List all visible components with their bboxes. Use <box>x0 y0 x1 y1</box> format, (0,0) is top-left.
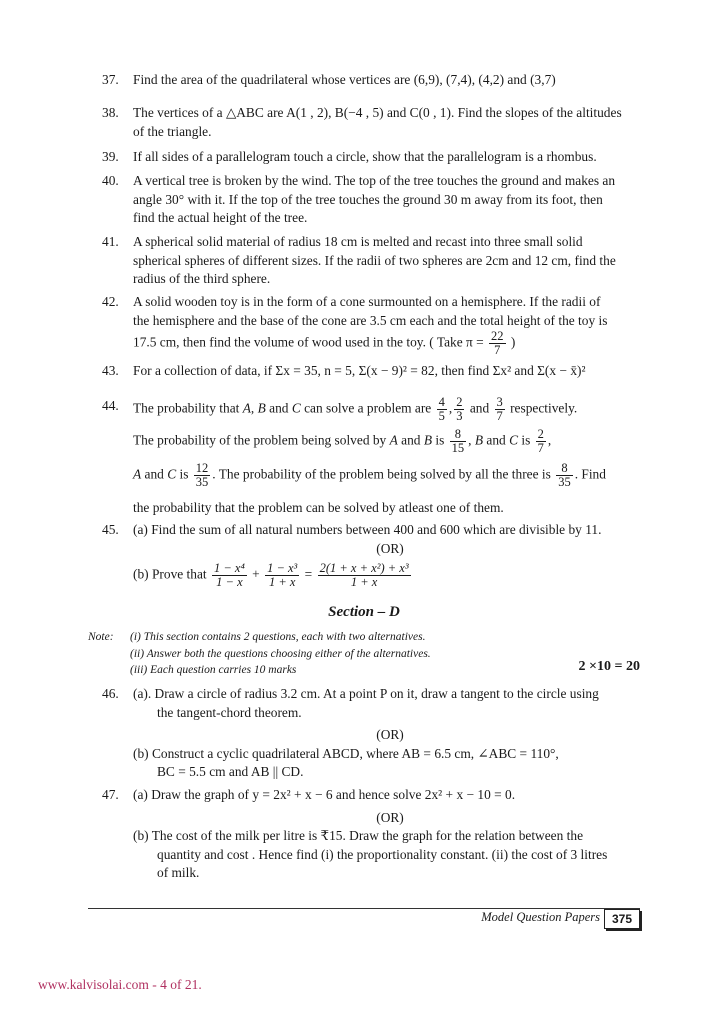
text-part: and <box>397 432 424 448</box>
fraction-numerator: 8 <box>450 428 467 442</box>
text-part: (b) Prove that <box>133 566 210 582</box>
question-text-line <box>133 428 647 460</box>
section-marks: 2 ×10 = 20 <box>578 659 640 674</box>
question-42 <box>102 293 647 357</box>
option-b-line: quantity and cost . Hence find (i) the proportionality constant. (ii) the cost of 3 litres <box>157 846 608 862</box>
question-number: 40. <box>102 173 119 188</box>
text-part: is <box>432 432 448 448</box>
fraction-numerator: 22 <box>491 329 504 343</box>
fraction <box>454 396 464 423</box>
fraction-numerator: 8 <box>556 462 573 476</box>
text-part: is <box>176 466 192 482</box>
option-a-line: (a). Draw a circle of radius 3.2 cm. At a point P on it, draw a tangent to the circle using <box>133 686 599 701</box>
note-label: Note: <box>88 631 114 643</box>
footer-divider <box>88 908 640 909</box>
question-number: 47. <box>102 787 119 802</box>
question-text-line: A vertical tree is broken by the wind. The top of the tree touches the ground and makes an <box>133 173 616 188</box>
or-separator: (OR) <box>376 809 404 825</box>
page-number: 375 <box>604 909 640 929</box>
text-part: can solve a problem are <box>300 400 435 416</box>
text-part: A <box>389 432 398 448</box>
question-41 <box>102 233 647 289</box>
question-text-line: angle 30° with it. If the top of the tree touches the ground 30 m away from its foot, then <box>133 191 603 207</box>
question-38 <box>102 104 647 141</box>
fraction-denominator: 5 <box>438 409 445 423</box>
option-b-line: of milk. <box>157 865 200 880</box>
option-b <box>133 562 647 589</box>
text-part: respectively. <box>506 400 578 416</box>
question-46 <box>102 685 647 782</box>
fraction-numerator: 3 <box>496 395 503 409</box>
text-part: , <box>547 432 552 448</box>
text-part: C <box>509 432 519 448</box>
text-part: The probability that <box>133 400 243 416</box>
question-text: For a collection of data, if Σx = 35, n = 5, Σ(x − 9)² = 82, then find Σx² and Σ(x − x̄)² <box>133 363 586 378</box>
text-part: The probability of the problem being solved by <box>133 432 390 448</box>
fraction-denominator: 7 <box>496 409 503 423</box>
text-part: = <box>301 566 316 582</box>
text-part: B <box>474 432 484 448</box>
option-a-line: the tangent-chord theorem. <box>157 704 302 720</box>
question-text-line: spherical spheres of different sizes. If the radii of two spheres are 2cm and 12 cm, find the <box>133 252 616 268</box>
fraction-numerator: 1 − x⁴ <box>213 561 245 575</box>
question-44 <box>102 396 647 518</box>
text-part: A <box>242 400 251 416</box>
fraction <box>450 428 467 455</box>
text-part: and <box>483 432 510 448</box>
note-item: (iii) Each question carries 10 marks <box>130 664 297 676</box>
option-b-line: BC = 5.5 cm and AB || CD. <box>157 764 304 779</box>
question-text-line: The probability that A, B and C can solve a problem are $\frac{4}{5}$ , $\frac{2}{3}$ and $\frac{3}{7}$ respectively. <box>133 395 578 423</box>
question-text-line: A spherical solid material of radius 18 cm is melted and recast into three small solid <box>133 234 583 249</box>
question-text-line: find the actual height of the tree. <box>133 210 308 225</box>
question-text-line: the probability that the problem can be solved by atleast one of them. <box>133 500 504 515</box>
text-part: , <box>250 400 258 416</box>
question-47 <box>102 786 647 883</box>
fraction-denominator: 35 <box>195 475 209 489</box>
fraction-denominator: 1 − x <box>216 575 243 589</box>
question-number: 39. <box>102 149 119 164</box>
fraction-numerator: 2(1 + x + x²) + x³ <box>319 561 409 575</box>
section-title: Section – D <box>328 604 400 620</box>
option-a: (a) Find the sum of all natural numbers between 400 and 600 which are divisible by 11. <box>133 522 602 537</box>
source-url[interactable]: www.kalvisolai.com - 4 of 21. <box>38 977 202 992</box>
fraction-denominator: 1 + x <box>268 575 296 589</box>
question-text: Find the area of the quadrilateral whose vertices are (6,9), (7,4), (4,2) and (3,7) <box>133 72 556 87</box>
or-separator: (OR) <box>376 727 404 742</box>
fraction-numerator: 1 − x³ <box>267 561 298 575</box>
question-40 <box>102 172 647 228</box>
note-item: (i) This section contains 2 questions, each with two alternatives. <box>130 631 426 643</box>
option-b-line: (b) The cost of the milk per litre is ₹15. Draw the graph for the relation between the <box>133 828 584 843</box>
option-b-line: (b) Construct a cyclic quadrilateral ABCD, where AB = 6.5 cm, ∠ABC = 110°, <box>133 745 559 761</box>
text-part: and <box>141 466 168 482</box>
fraction <box>556 462 573 489</box>
text-part: + <box>248 566 264 582</box>
text-part: B <box>257 400 266 416</box>
note-item: (ii) Answer both the questions choosing either of the alternatives. <box>130 647 431 660</box>
fraction <box>495 396 505 423</box>
question-text-part: 17.5 cm, then find the volume of wood used in the toy. ( Take π = <box>133 334 488 350</box>
question-text-line: A solid wooden toy is in the form of a cone surmounted on a hemisphere. If the radii of <box>133 294 601 309</box>
fraction-denominator: 35 <box>558 475 571 489</box>
fraction-numerator: 2 <box>537 427 544 441</box>
footer-title: Model Question Papers <box>481 910 600 924</box>
question-number: 46. <box>102 686 119 701</box>
fraction <box>489 330 506 357</box>
fraction-denominator: 7 <box>537 441 544 455</box>
question-text: If all sides of a parallelogram touch a circle, show that the parallelogram is a rhombus. <box>133 149 597 164</box>
text-part: A <box>133 466 142 482</box>
text-part: and <box>265 400 292 416</box>
text-part: C <box>291 400 301 416</box>
text-part: C <box>167 466 177 482</box>
fraction-denominator: 3 <box>456 409 463 423</box>
or-separator: (OR) <box>376 540 404 556</box>
text-part: , <box>468 432 475 448</box>
question-number: 44. <box>102 398 119 413</box>
question-43 <box>102 362 647 381</box>
question-number: 37. <box>102 72 119 87</box>
question-text-line <box>133 462 647 494</box>
question-text-line: radius of the third sphere. <box>133 271 271 286</box>
question-number: 45. <box>102 522 119 537</box>
question-number: 38. <box>102 105 119 120</box>
question-number: 42. <box>102 294 119 309</box>
fraction <box>536 428 546 455</box>
question-45 <box>102 521 647 589</box>
fraction-denominator: 1 + x <box>350 575 378 589</box>
question-text-part: ) <box>507 334 516 350</box>
question-number: 43. <box>102 363 119 378</box>
question-text-line: The vertices of a △ABC are A(1 , 2), B(−4 , 5) and C(0 , 1). Find the slopes of the altitudes <box>133 105 622 120</box>
question-text-line: the hemisphere and the base of the cone are 3.5 cm each and the total height of the toy is <box>133 312 608 328</box>
text-part: B <box>423 432 433 448</box>
fraction-numerator: 2 <box>456 395 463 409</box>
question-text-line <box>133 330 647 357</box>
question-37 <box>102 71 647 90</box>
fraction-numerator: 4 <box>438 395 445 409</box>
question-39 <box>102 148 647 167</box>
option-a: (a) Draw the graph of y = 2x² + x − 6 and hence solve 2x² + x − 10 = 0. <box>133 787 516 802</box>
text-part: and <box>466 400 493 416</box>
question-text-line: of the triangle. <box>133 123 212 139</box>
question-number: 41. <box>102 234 119 249</box>
fraction-numerator: 12 <box>195 461 209 475</box>
fraction <box>265 562 299 589</box>
text-part: . The probability of the problem being solved by all the three is <box>212 466 555 482</box>
fraction-denominator: 15 <box>451 441 465 455</box>
text-part: . Find <box>574 466 606 482</box>
fraction <box>212 562 247 589</box>
section-note <box>88 629 431 679</box>
fraction <box>318 562 411 589</box>
fraction <box>194 462 211 489</box>
fraction <box>437 396 447 423</box>
fraction-denominator: 7 <box>494 343 501 357</box>
text-part: is <box>518 432 534 448</box>
